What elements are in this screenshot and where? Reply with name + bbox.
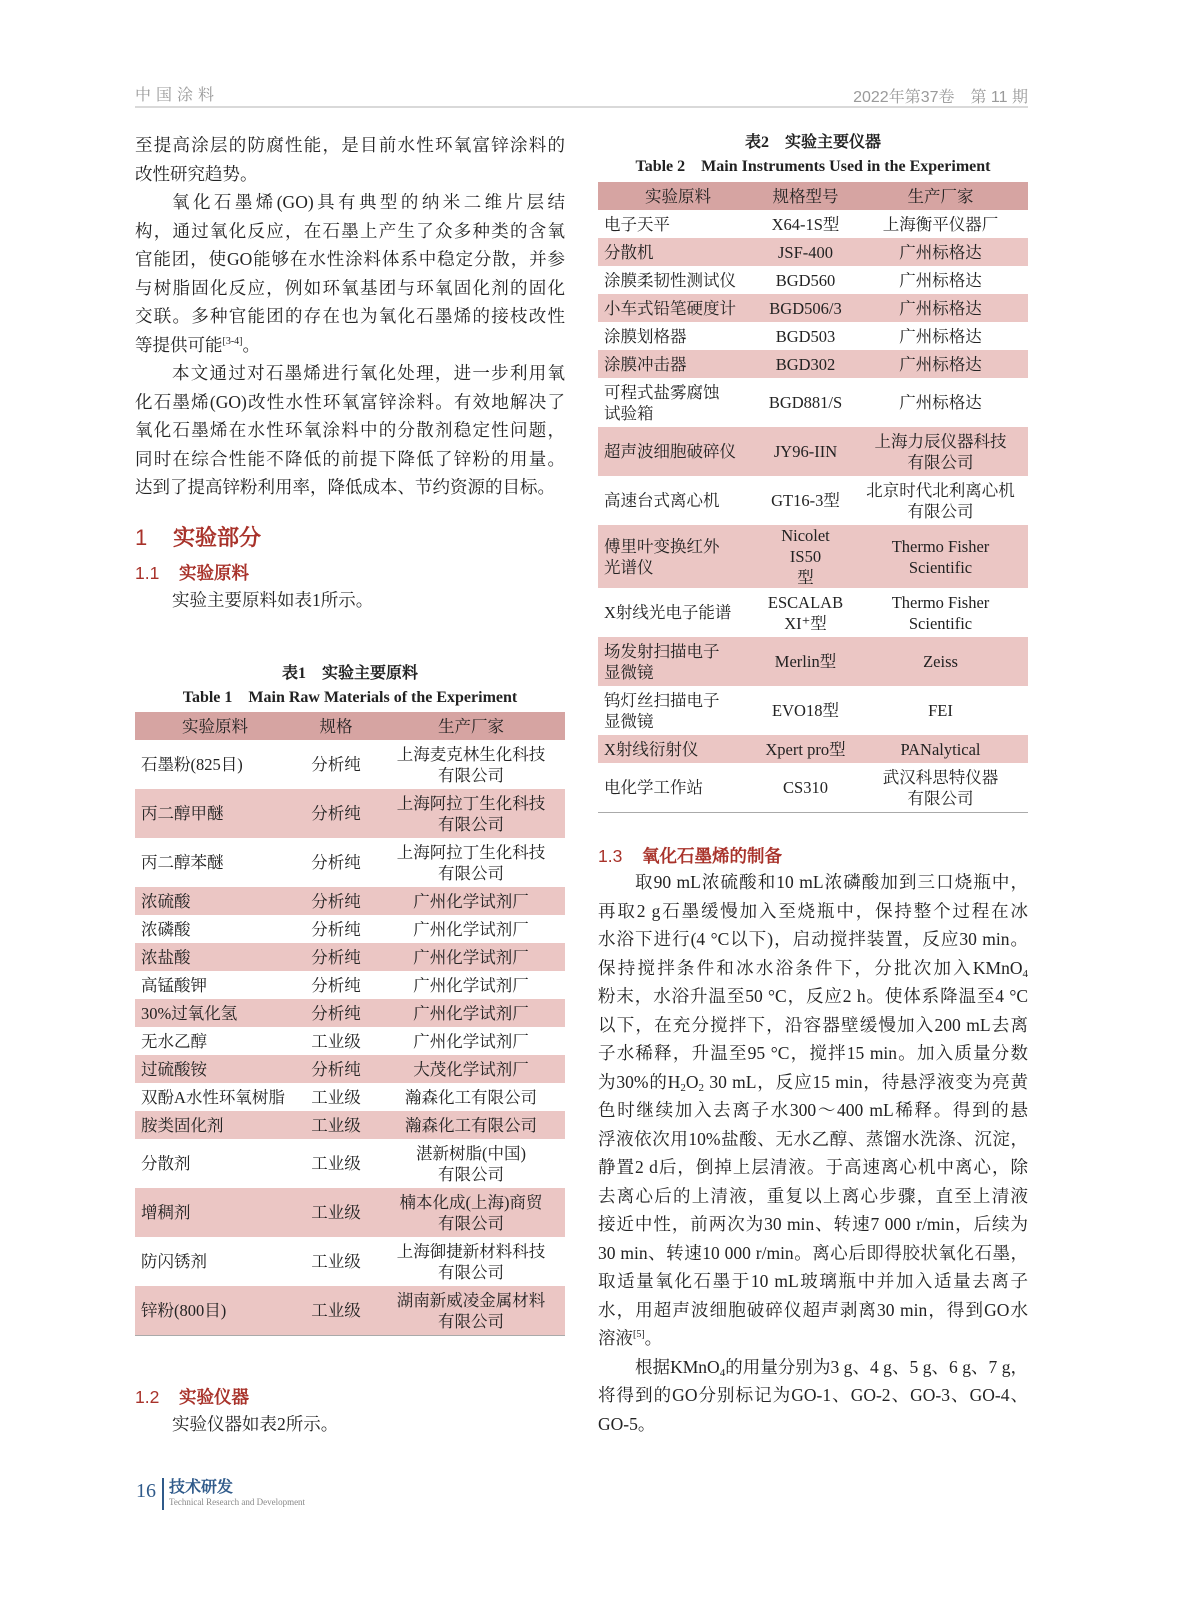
material-cell: 可程式盐雾腐蚀 试验箱 <box>604 382 720 423</box>
text-segment: 溶液 <box>598 1328 633 1348</box>
text-line: 取90 mL浓硫酸和10 mL浓磷酸加到三口烧瓶中， <box>635 872 1028 892</box>
citation: [3-4] <box>222 335 243 347</box>
material-cell: 场发射扫描电子 显微镜 <box>598 637 758 686</box>
text-line: 氧化石墨烯在水性环氧涂料中的分散剂稳定性问题， <box>135 420 565 440</box>
manufacturer-cell: FEI <box>928 701 953 720</box>
text-line <box>598 1353 1028 1382</box>
manufacturer-cell: Zeiss <box>853 637 1028 686</box>
table-row <box>598 525 1028 588</box>
table-row <box>598 266 1028 294</box>
section-number: 1.3 <box>598 846 623 866</box>
spec-cell: BGD503 <box>775 326 836 346</box>
manufacturer-cell: 广州标格达 <box>899 393 982 412</box>
text-line: 去离心后的上清液，重复以上离心步骤，直至上清液 <box>598 1185 1028 1206</box>
manufacturer-cell: 上海阿拉丁生化科技 有限公司 <box>377 789 565 838</box>
manufacturer-cell: 广州标格达 <box>853 294 1028 322</box>
spec-cell: 分析纯 <box>295 789 377 838</box>
spec-cell: BGD560 <box>775 270 836 290</box>
spec-cell: 分析纯 <box>295 887 377 915</box>
manufacturer-cell: 广州化学试剂厂 <box>413 1031 529 1051</box>
spec-cell: Nicolet IS50 型 <box>758 525 853 588</box>
subscript: 4 <box>1022 967 1028 980</box>
spec-cell: CS310 <box>758 763 853 813</box>
manufacturer-cell: 瀚森化工有限公司 <box>377 1111 565 1139</box>
material-cell: 电化学工作站 <box>598 763 758 813</box>
material-cell: 分散剂 <box>141 1154 191 1173</box>
text-line <box>598 1324 1028 1353</box>
text-line: 色时继续加入去离子水300～400 mL稀释。得到的悬 <box>598 1100 1028 1120</box>
text-line: 改性研究趋势。 <box>135 163 258 184</box>
section-1-1-heading <box>135 560 249 585</box>
spec-cell: X64-1S型 <box>771 214 840 234</box>
manufacturer-cell: 北京时代北利离心机 有限公司 <box>866 480 1015 521</box>
spec-cell: 分析纯 <box>295 943 377 971</box>
table-row <box>135 1027 565 1055</box>
table-row <box>135 887 565 915</box>
text-line: 与树脂固化反应，例如环氧基团与环氧固化剂的固化 <box>135 277 565 298</box>
material-cell: 防闪锈剂 <box>141 1252 207 1271</box>
material-cell: X射线衍射仪 <box>598 735 758 763</box>
journal-name: 中国涂料 <box>135 87 220 104</box>
manufacturer-cell: 楠本化成(上海)商贸 有限公司 <box>377 1188 565 1237</box>
manufacturer-cell: 上海衡平仪器厂 <box>882 214 999 234</box>
material-cell: 高锰酸钾 <box>141 975 207 995</box>
table-row <box>598 322 1028 350</box>
material-cell: 过硫酸铵 <box>135 1055 295 1083</box>
material-cell: 涂膜柔韧性测试仪 <box>604 270 736 290</box>
manufacturer-cell: 湛新树脂(中国) 有限公司 <box>416 1143 526 1184</box>
table-row <box>598 476 1028 525</box>
text-line: 取适量氧化石墨于10 mL玻璃瓶中并加入适量去离子 <box>598 1271 1028 1291</box>
material-cell: 锌粉(800目) <box>135 1286 295 1336</box>
table-row <box>135 1286 565 1336</box>
material-cell: 涂膜冲击器 <box>598 350 758 378</box>
text-segment: 等提供可能 <box>135 334 223 355</box>
text-line: 30 min、转速10 000 r/min。离心后即得胶状氧化石墨， <box>598 1242 1028 1263</box>
material-cell: 分散机 <box>598 238 758 266</box>
material-cell: 双酚A水性环氧树脂 <box>141 1087 285 1107</box>
spec-cell: 分析纯 <box>311 755 361 774</box>
table-row <box>135 999 565 1027</box>
section-1-heading <box>135 521 261 552</box>
text-line: 水浴下进行(4 °C以下)，启动搅拌装置，反应30 min。 <box>598 929 1028 949</box>
manufacturer-cell: 上海麦克林生化科技 有限公司 <box>396 744 546 785</box>
spec-cell: Merlin型 <box>758 637 853 686</box>
spec-cell: 分析纯 <box>295 999 377 1027</box>
text-line: 化石墨烯(GO)改性水性环氧富锌涂料。有效地解决了 <box>135 391 565 412</box>
text-line: 再取2 g石墨缓慢加入至烧瓶中，保持整个过程在冰 <box>598 900 1028 921</box>
table-row <box>135 1139 565 1188</box>
citation: [5] <box>633 1329 645 1340</box>
spec-cell: Xpert pro型 <box>758 735 853 763</box>
table-row <box>598 427 1028 476</box>
table-row <box>598 378 1028 427</box>
text-segment: 30 mL，反应15 min，待悬浮液变为亮黄 <box>704 1071 1028 1092</box>
spec-cell: 工业级 <box>295 1188 377 1237</box>
text-line: 将得到的GO分别标记为GO-1、GO-2、GO-3、GO-4、 <box>598 1385 1028 1405</box>
section-title: 实验原料 <box>179 563 249 583</box>
text-segment: 的用量分别为3 g、4 g、5 g、6 g、7 g， <box>725 1356 1029 1377</box>
spec-cell: BGD881/S <box>768 393 843 412</box>
table-header-row <box>598 182 1028 210</box>
material-cell: X射线光电子能谱 <box>604 603 732 622</box>
table1-caption-en: Table 1 Main Raw Materials of the Experiment <box>182 689 518 706</box>
manufacturer-cell: 广州化学试剂厂 <box>413 975 529 995</box>
column-header: 规格 <box>295 712 377 740</box>
spec-cell: 工业级 <box>295 1111 377 1139</box>
material-cell: 浓硫酸 <box>135 887 295 915</box>
manufacturer-cell: 广州化学试剂厂 <box>377 943 565 971</box>
table-row <box>598 763 1028 813</box>
left-intro-text <box>135 131 565 502</box>
text-segment: 。 <box>644 1328 663 1348</box>
spec-cell: 分析纯 <box>295 1055 377 1083</box>
spec-cell: GT16-3型 <box>771 491 840 510</box>
subscript: 4 <box>719 1366 726 1379</box>
table-row <box>598 637 1028 686</box>
spec-cell: 工业级 <box>311 1154 361 1173</box>
section-title: 实验部分 <box>173 525 262 550</box>
material-cell: 小车式铅笔硬度计 <box>598 294 758 322</box>
text-line: 官能团，使GO能够在水性涂料体系中稳定分散，并参 <box>135 249 565 269</box>
section-1-1-text: 实验主要原料如表1所示。 <box>172 590 374 610</box>
text-line: 水，用超声波细胞破碎仪超声剥离30 min，得到GO水 <box>598 1299 1028 1320</box>
footer-section-cn: 技术研发 <box>169 1479 234 1496</box>
page-number: 16 <box>136 1480 156 1502</box>
section-1-3-text <box>598 868 1028 1438</box>
manufacturer-cell: 广州化学试剂厂 <box>377 999 565 1027</box>
text-line: 达到了提高锌粉利用率，降低成本、节约资源的目标。 <box>135 477 555 497</box>
text-line: 交联。多种官能团的存在也为氧化石墨烯的接枝改性 <box>135 306 565 326</box>
section-title: 实验仪器 <box>179 1387 249 1407</box>
table-row <box>135 1111 565 1139</box>
column-header: 实验原料 <box>598 182 758 210</box>
spec-cell: JY96-IIN <box>758 427 853 476</box>
table-row <box>135 740 565 789</box>
table2-caption-cn: 表2 实验主要仪器 <box>744 134 881 151</box>
spec-cell: 分析纯 <box>311 919 361 939</box>
table-row <box>135 1083 565 1111</box>
material-cell: 浓磷酸 <box>141 919 191 939</box>
text-line: 至提高涂层的防腐性能，是目前水性环氧富锌涂料的 <box>135 135 565 155</box>
column-header: 规格型号 <box>758 182 853 210</box>
manufacturer-cell: 广州标格达 <box>899 326 982 346</box>
section-1-2-heading <box>135 1384 249 1409</box>
section-title: 氧化石墨烯的制备 <box>642 846 782 866</box>
material-cell: 石墨粉(825目) <box>141 755 243 774</box>
text-line: 粉末，水浴升温至50 °C，反应2 h。使体系降温至4 °C <box>598 986 1028 1006</box>
manufacturer-cell: 广州化学试剂厂 <box>377 887 565 915</box>
material-cell: 高速台式离心机 <box>604 491 720 510</box>
section-number: 1 <box>135 525 148 550</box>
material-cell: 傅里叶变换红外 光谱仪 <box>598 525 758 588</box>
table1 <box>135 712 565 1336</box>
manufacturer-cell: PANalytical <box>853 735 1028 763</box>
spec-cell: BGD506/3 <box>758 294 853 322</box>
table-header-row <box>135 712 565 740</box>
column-header: 生产厂家 <box>853 182 1028 210</box>
footer-divider <box>162 1478 164 1510</box>
text-line: 子水稀释，升温至95 °C，搅拌15 min。加入质量分数 <box>598 1043 1028 1063</box>
material-cell: 电子天平 <box>604 214 670 234</box>
material-cell: 浓盐酸 <box>135 943 295 971</box>
material-cell: 涂膜划格器 <box>604 326 687 346</box>
manufacturer-cell: 上海阿拉丁生化科技 有限公司 <box>396 842 546 883</box>
manufacturer-cell: 广州标格达 <box>853 238 1028 266</box>
manufacturer-cell: Thermo Fisher Scientific <box>853 525 1028 588</box>
material-cell: 增稠剂 <box>135 1188 295 1237</box>
issue-info: 2022年第37卷 第 11 期 <box>853 89 1028 106</box>
material-cell: 钨灯丝扫描电子 显微镜 <box>604 690 720 731</box>
subscript: 2 <box>698 1081 705 1094</box>
table-row <box>135 1055 565 1083</box>
manufacturer-cell: 湖南新威凌金属材料 有限公司 <box>377 1286 565 1336</box>
manufacturer-cell: 上海力辰仪器科技 有限公司 <box>853 427 1028 476</box>
section-number: 1.2 <box>135 1387 160 1407</box>
manufacturer-cell: 上海御捷新材料科技 有限公司 <box>396 1241 546 1282</box>
section-number: 1.1 <box>135 563 160 583</box>
material-cell: 丙二醇甲醚 <box>135 789 295 838</box>
table-row <box>135 789 565 838</box>
column-header: 生产厂家 <box>377 712 565 740</box>
table1-captions <box>135 662 565 710</box>
table-row <box>598 350 1028 378</box>
material-cell: 丙二醇苯醚 <box>141 853 224 872</box>
section-1-3-heading <box>598 843 782 868</box>
table-row <box>598 238 1028 266</box>
spec-cell: 工业级 <box>311 1031 361 1051</box>
manufacturer-cell: 广州标格达 <box>899 270 982 290</box>
table-row <box>135 971 565 999</box>
table-row <box>598 735 1028 763</box>
text-line: 构，通过氧化反应，在石墨上产生了众多种类的含氧 <box>135 220 565 241</box>
text-line: 以下，在充分搅拌下，沿容器壁缓慢加入200 mL去离 <box>598 1014 1028 1035</box>
spec-cell: 工业级 <box>311 1087 361 1107</box>
table-row <box>135 915 565 943</box>
table-row <box>598 588 1028 637</box>
material-cell: 30%过氧化氢 <box>135 999 295 1027</box>
material-cell: 超声波细胞破碎仪 <box>598 427 758 476</box>
manufacturer-cell: 广州化学试剂厂 <box>413 919 529 939</box>
text-line: 同时在综合性能不降低的前提下降低了锌粉的用量。 <box>135 448 565 469</box>
table-row <box>135 943 565 971</box>
table2-caption-en: Table 2 Main Instruments Used in the Experiment <box>635 158 991 175</box>
spec-cell: ESCALAB XI⁺型 <box>767 592 844 633</box>
table2 <box>598 182 1028 813</box>
table-row <box>598 686 1028 735</box>
spec-cell: 工业级 <box>295 1286 377 1336</box>
spec-cell: 工业级 <box>311 1252 361 1271</box>
text-segment: O <box>685 1071 699 1092</box>
text-line <box>598 954 1028 983</box>
table-row <box>135 838 565 887</box>
text-line: 浮液依次用10%盐酸、无水乙醇、蒸馏水洗涤、沉淀， <box>598 1128 1028 1149</box>
spec-cell: EVO18型 <box>772 701 839 720</box>
spec-cell: 分析纯 <box>311 975 361 995</box>
spec-cell: JSF-400 <box>758 238 853 266</box>
section-1-2-text: 实验仪器如表2所示。 <box>172 1414 339 1434</box>
text-segment: 。 <box>242 334 260 355</box>
text-line: 氧化石墨烯(GO)具有典型的纳米二维片层结 <box>172 192 565 212</box>
spec-cell: BGD302 <box>758 350 853 378</box>
header-divider <box>135 106 1028 108</box>
text-line: 本文通过对石墨烯进行氧化处理，进一步利用氧 <box>172 363 565 383</box>
manufacturer-cell: 广州标格达 <box>853 350 1028 378</box>
material-cell: 无水乙醇 <box>141 1031 207 1051</box>
manufacturer-cell: 瀚森化工有限公司 <box>405 1087 537 1107</box>
text-segment: 为30%的H <box>598 1071 681 1092</box>
text-line: GO-5。 <box>598 1413 656 1434</box>
subscript: 2 <box>680 1081 686 1094</box>
spec-cell: 分析纯 <box>311 853 361 872</box>
text-line <box>135 331 565 360</box>
table2-captions <box>598 131 1028 179</box>
text-segment: 根据KMnO <box>635 1356 720 1377</box>
table-row <box>598 294 1028 322</box>
manufacturer-cell: 大茂化学试剂厂 <box>377 1055 565 1083</box>
table1-caption-cn: 表1 实验主要原料 <box>281 665 418 682</box>
text-line <box>598 1068 1028 1097</box>
material-cell: 胺类固化剂 <box>135 1111 295 1139</box>
table-row <box>598 210 1028 238</box>
text-line: 接近中性，前两次为30 min、转速7 000 r/min，后续为 <box>598 1214 1028 1234</box>
column-header: 实验原料 <box>135 712 295 740</box>
manufacturer-cell: 武汉科思特仪器 有限公司 <box>853 763 1028 813</box>
table-row <box>135 1237 565 1286</box>
text-segment: 保持搅拌条件和冰水浴条件下，分批次加入KMnO <box>598 957 1023 978</box>
table-row <box>135 1188 565 1237</box>
footer-section-en: Technical Research and Development <box>169 1497 306 1507</box>
manufacturer-cell: Thermo Fisher Scientific <box>891 592 990 633</box>
text-line: 静置2 d后，倒掉上层清液。于高速离心机中离心，除 <box>598 1157 1028 1177</box>
